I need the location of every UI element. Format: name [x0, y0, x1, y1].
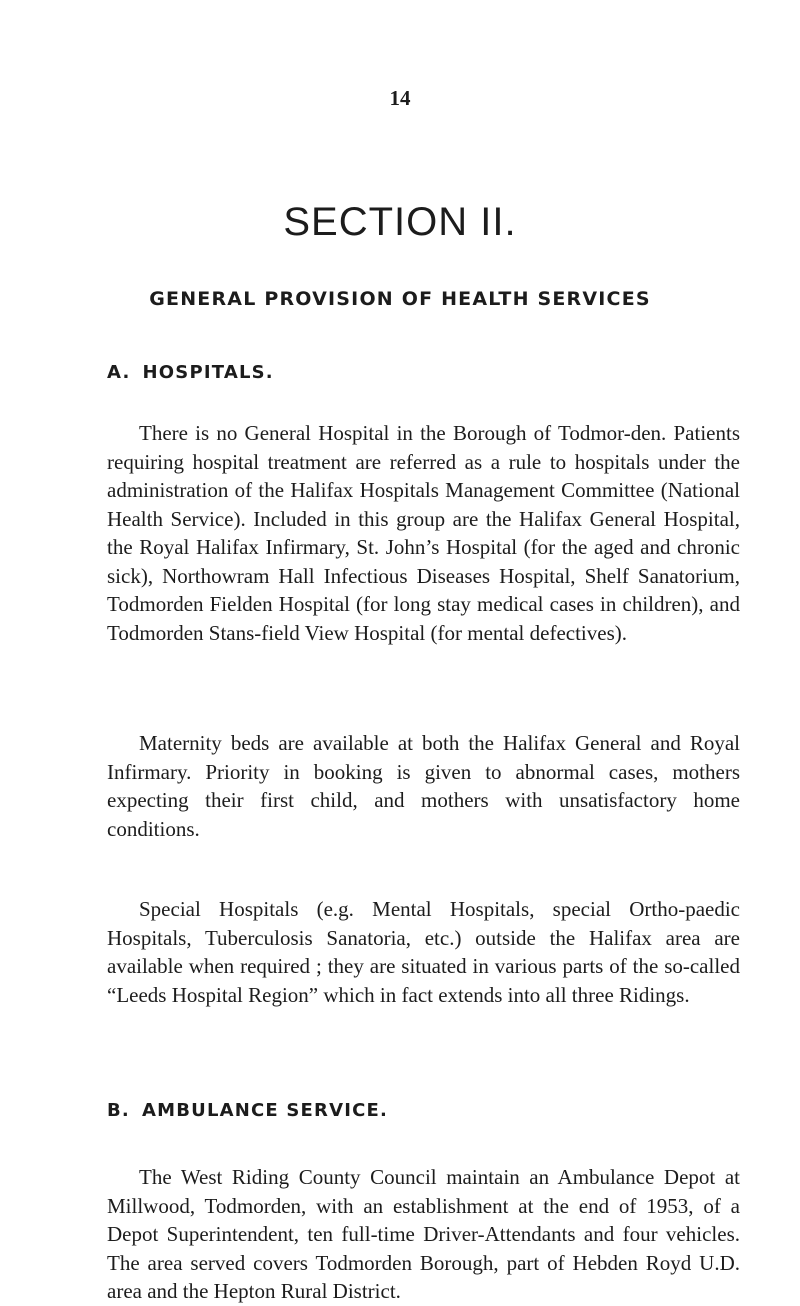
heading-hospitals — [107, 362, 274, 383]
section-title: SECTION II. — [283, 200, 517, 244]
heading-label: B. — [107, 1100, 130, 1121]
paragraph-hospitals-overview: There is no General Hospital in the Borough of Todmor-den. Patients requiring hospital treatment are referred as a rule to hospitals under the administration of the Halifax Hospitals Management Committee (National Health Service). Included in this group are the Halifax General Hospital, the Royal Halifax Infirmary, St. John’s Hospital (for the aged and chronic sick), Northowram Hall Infectious Diseases Hospital, Shelf Sanatorium, Todmorden Fielden Hospital (for long stay medical cases in children), and Todmorden Stans-field View Hospital (for mental defectives). — [107, 421, 740, 645]
paragraph-special-hospitals: Special Hospitals (e.g. Mental Hospitals, special Ortho-paedic Hospitals, Tuberculosis Sanatoria, etc.) outside the Halifax area are available when required ; they are situated in various parts of the so-called “Leeds Hospital Region” which in fact extends into all three Ridings. — [107, 897, 740, 1007]
heading-ambulance-service — [107, 1100, 388, 1121]
heading-title: HOSPITALS. — [142, 362, 274, 383]
heading-title: AMBULANCE SERVICE. — [141, 1100, 389, 1121]
paragraph-ambulance: The West Riding County Council maintain an Ambulance Depot at Millwood, Todmorden, with an establishment at the end of 1953, of a Depot Superintendent, ten full-time Driver-Attendants and four vehicles. The area served covers Todmorden Borough, part of Hebden Royd U.D. area and the Hepton Rural District. — [107, 1165, 740, 1303]
paragraph-maternity: Maternity beds are available at both the Halifax General and Royal Infirmary. Priority in booking is given to abnormal cases, mothers expecting their first child, and mothers with unsatisfactory home conditions. — [107, 731, 740, 841]
heading-label: A. — [107, 362, 131, 383]
page-number: 14 — [389, 86, 411, 110]
document-subtitle: GENERAL PROVISION OF HEALTH SERVICES — [149, 288, 651, 310]
